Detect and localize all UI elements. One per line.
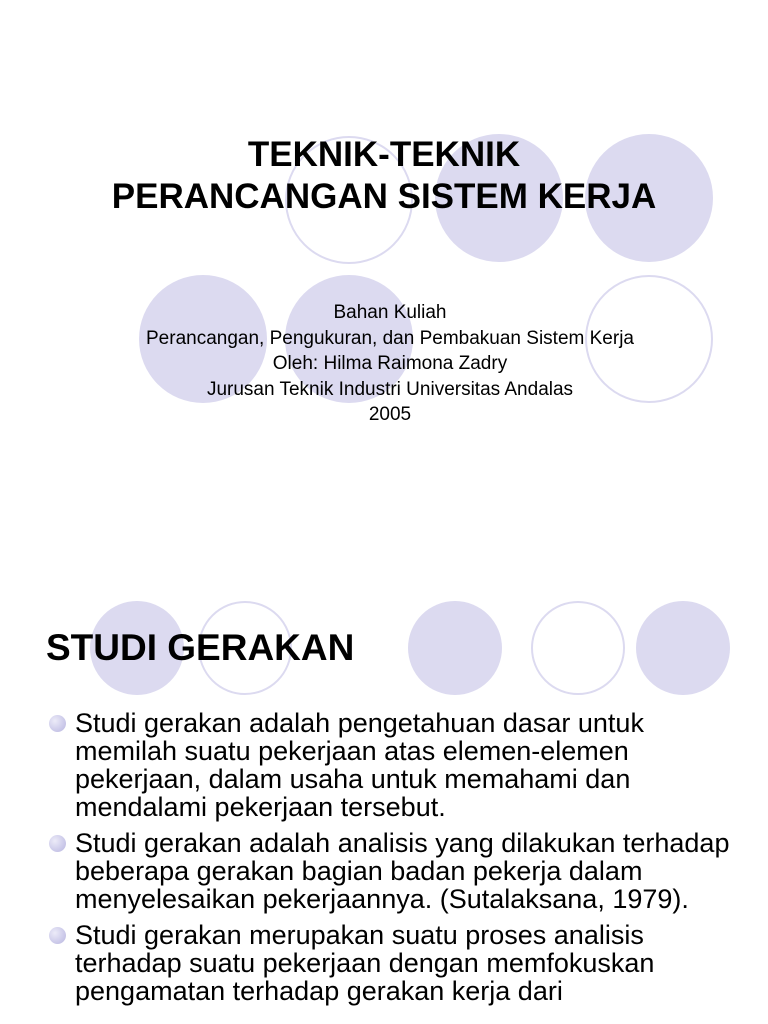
bullet-text: Studi gerakan adalah pengetahuan dasar untuk memilah suatu pekerjaan atas elemen-elemen pekerjaan, dalam usaha untuk memahami dan mendalami pekerjaan tersebut. — [75, 708, 644, 822]
bullet-icon — [49, 715, 66, 732]
slide-heading: STUDI GERAKAN — [46, 627, 355, 668]
bullet-icon — [49, 835, 66, 852]
bullet-text: Studi gerakan merupakan suatu proses analisis terhadap suatu pekerjaan dengan memfokuskan pengamatan terhadap gerakan kerja dari — [75, 920, 655, 1006]
slide-subtitle — [0, 300, 768, 428]
title-line: PERANCANGAN SISTEM KERJA — [111, 177, 657, 216]
subtitle-line: 2005 — [368, 404, 412, 425]
bullet-item — [0, 921, 768, 1005]
subtitle-line: Oleh: Hilma Raimona Zadry — [272, 353, 508, 374]
decorative-circle — [636, 601, 730, 695]
subtitle-line: Perancangan, Pengukuran, dan Pembakuan Sistem Kerja — [146, 327, 634, 349]
content-slide — [0, 556, 768, 1024]
bullet-item — [0, 829, 768, 913]
decorative-circle — [408, 601, 502, 695]
bullet-icon — [49, 927, 66, 944]
slide-title — [0, 134, 768, 218]
subtitle-line: Jurusan Teknik Industri Universitas Andalas — [206, 378, 574, 400]
title-line: TEKNIK-TEKNIK — [247, 135, 521, 174]
bullet-list — [0, 709, 768, 1013]
subtitle-line: Bahan Kuliah — [333, 302, 447, 323]
bullet-text: Studi gerakan adalah analisis yang dilakukan terhadap beberapa gerakan bagian badan pekerja dalam menyelesaikan pekerjaannya. (Sutalaksana, 1979). — [75, 828, 730, 914]
bullet-item — [0, 709, 768, 821]
decorative-circle — [531, 601, 625, 695]
